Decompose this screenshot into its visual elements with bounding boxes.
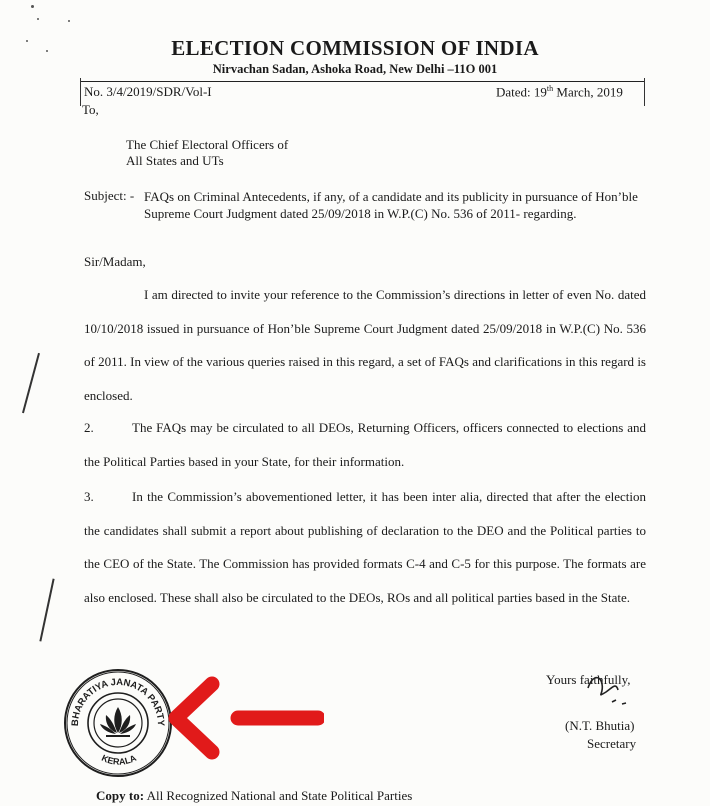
stamp-top-text: BHARATIYA JANATA PARTY: [69, 676, 167, 727]
organization-address: Nirvachan Sadan, Ashoka Road, New Delhi –11O 001: [212, 62, 498, 76]
paragraph-3: In the Commission’s abovementioned letter, it has been inter alia, directed that after the election the candidates shall submit a report about publishing of declaration to the DEO and the Political parties to the CEO of the State. The Commission has provided formats C-4 and C-5 for this purpose. The formats are also enclosed. These shall also be circulated to the DEOs, ROs and all political parties based in the State.: [84, 489, 646, 605]
handwritten-signature: [582, 668, 642, 716]
red-arrow-annotation: [168, 676, 324, 760]
to-label: To,: [82, 102, 99, 117]
paragraph-3-number: 3.: [84, 489, 94, 504]
speck: [26, 40, 28, 42]
ref-right-bar: [644, 78, 645, 106]
reference-date: [496, 84, 623, 100]
speck: [46, 50, 48, 52]
organization-title: ELECTION COMMISSION OF INDIA: [171, 36, 539, 60]
copy-to-label: Copy to:: [96, 788, 145, 803]
margin-pen-mark-2: [39, 579, 54, 642]
closing: Yours faithfully,: [546, 672, 631, 687]
date-sup: th: [546, 84, 554, 93]
lotus-icon: [100, 707, 136, 737]
date-prefix: Dated: 19: [496, 84, 547, 100]
date-suffix: March, 2019: [553, 84, 623, 100]
paragraph-1: I am directed to invite your reference to the Commission’s directions in letter of even No. dated 10/10/2018 issued in pursuance of Hon’ble Supreme Court Judgment dated 25/09/2018 in W.P.(C) No. 536 of 2011. In view of the various queries raised in this regard, a set of FAQs and clarifications in this regard is enclosed.: [84, 287, 646, 403]
paragraph-2: The FAQs may be circulated to all DEOs, Returning Officers, officers connected to elections and the Political Parties based in your State, for their information.: [84, 420, 646, 469]
salutation: Sir/Madam,: [84, 254, 146, 269]
speck: [68, 20, 70, 22]
addressee-line-2: All States and UTs: [126, 153, 224, 168]
header-rule: [80, 81, 645, 82]
copy-to-text: All Recognized National and State Political Parties: [144, 788, 413, 803]
ref-left-bar: [80, 78, 81, 106]
subject-label: Subject: -: [84, 188, 135, 203]
party-stamp: [62, 667, 174, 779]
speck: [37, 18, 39, 20]
stamp-bottom-text: KERALA: [100, 752, 138, 767]
signatory-title: Secretary: [587, 736, 637, 751]
paragraph-2-number: 2.: [84, 420, 94, 435]
signatory-name: (N.T. Bhutia): [565, 718, 635, 733]
copy-to: [96, 788, 412, 804]
svg-text:KERALA: [100, 753, 138, 767]
subject-text: FAQs on Criminal Antecedents, if any, of a candidate and its publicity in pursuance of Hon’ble Supreme Court Judgment dated 25/09/2018 in W.P.(C) No. 536 of 2011- regarding.: [144, 189, 638, 221]
addressee-line-1: The Chief Electoral Officers of: [126, 137, 289, 152]
speck: [31, 5, 34, 8]
margin-pen-mark-1: [22, 353, 40, 413]
reference-number: No. 3/4/2019/SDR/Vol-I: [84, 84, 212, 99]
